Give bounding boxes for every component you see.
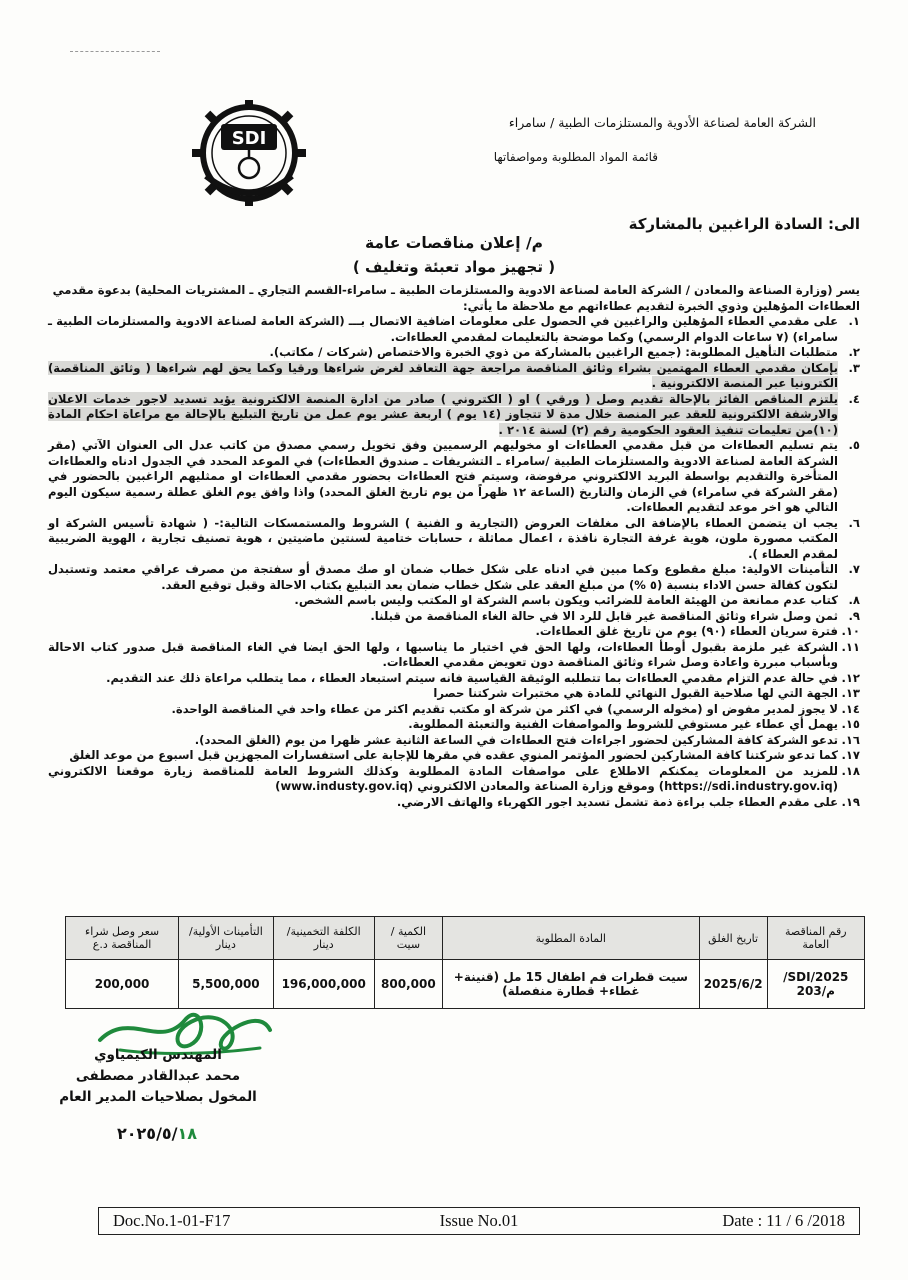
list-item-text: فترة سريان العطاء (٩٠) يوم من تاريخ غلق العطاءات. xyxy=(535,624,838,638)
list-item xyxy=(48,361,860,392)
list-item xyxy=(48,438,860,516)
list-item xyxy=(48,795,860,811)
list-item-text: على مقدمي العطاء المؤهلين والراغبين في الحصول على معلومات اضافية الاتصال بـــ (الشركة العامة لصناعة الادوية والمستلزمات الطبية ـ سامراء) (٧ ساعات الدوام الرسمي) وكما موضحة بالتعليمات لمقدمي العطاءات. xyxy=(48,314,838,344)
list-item xyxy=(48,314,860,345)
list-item-number: ٩. xyxy=(848,608,860,623)
table-cell: 5,500,000 xyxy=(179,960,274,1009)
list-item xyxy=(48,686,860,702)
intro-paragraph: يسر (وزارة الصناعة والمعادن / الشركة العامة لصناعة الادوية والمستلزمات الطبية ـ سامراء-القسم التجاري ـ المشتريات المحلية) بدعوة مقدمي العطاءات المؤهلين وذوي الخبرة لتقديم عطاءاتهم مع ملاحظة ما يأتي: xyxy=(52,283,860,313)
list-item-text: كما تدعو شركتنا كافة المشاركين لحضور المؤتمر المنوي عقده في مقرها للإجابة على استفسارات المجهزين قبل اسبوع من موعد الغلق xyxy=(69,748,838,762)
list-item-number: ١. xyxy=(848,314,860,328)
list-item-text: تدعو الشركة كافة المشاركين لحضور اجراءات فتح العطاءات في الساعة الثانية عشر ظهرا من يوم (الغلق المحدد). xyxy=(194,732,838,747)
signature-date-prefix: ٢٠٢٥/٥/ xyxy=(117,1124,178,1143)
list-item-number: ١٥. xyxy=(841,717,860,731)
list-item-text: للمزيد من المعلومات يمكنكم الاطلاع على مواصفات المادة المطلوبة وكذلك الشروط العامة للمناقصة زيارة موقعنا الالكتروني (https://sdi.industry.gov.iq) وموقع وزارة الصناعة والمعادن الالكتروني (www.industy.gov.iq) xyxy=(48,763,838,793)
list-item-number: ٧. xyxy=(848,562,860,576)
list-item-number: ٦. xyxy=(848,515,860,530)
table-cell: 196,000,000 xyxy=(273,960,374,1009)
list-item-text: كتاب عدم ممانعة من الهيئة العامة للضرائب ويكون باسم الشركة او المكتب وليس باسم الشخص. xyxy=(294,593,838,607)
list-item-text: الشركة غير ملزمة بقبول أوطأ العطاءات، ولها الحق في اختيار ما يناسبها ، ولها الحق ايضا في الغاء المناقصة قبل صدور كتاب الاحالة وبأسباب مبررة واعادة وصل شراء وثائق المناقصة دون تعويض مقدمي العطاءات. xyxy=(48,639,838,669)
list-item-number: ١٠. xyxy=(841,624,860,638)
body-content xyxy=(48,283,860,810)
signatory-role: المخول بصلاحيات المدير العام xyxy=(59,1089,257,1105)
list-item-number: ٥. xyxy=(848,438,860,452)
signature-date-day: ١٨ xyxy=(177,1124,198,1143)
list-item-number: ٤. xyxy=(848,391,860,406)
list-item-number: ١٤. xyxy=(841,701,860,716)
table-header-cell: رقم المناقصة العامة xyxy=(767,917,864,960)
announcement-title: م/ إعلان مناقصات عامة xyxy=(364,234,544,252)
signature-date xyxy=(117,1124,197,1143)
document-footer xyxy=(98,1207,860,1235)
announcement-subject: ( تجهيز مواد تعبئة وتغليف ) xyxy=(352,258,556,276)
addressee-line: الى: السادة الراغبين بالمشاركة xyxy=(628,215,860,233)
list-item-number: ١٧. xyxy=(841,748,860,762)
footer-date: Date : 11 / 6 /2018 xyxy=(722,1211,845,1230)
list-item xyxy=(48,733,860,749)
conditions-list xyxy=(48,314,860,810)
list-item xyxy=(48,717,860,733)
table-cell: 2025/6/2 xyxy=(699,960,767,1009)
signatory-name: محمد عبدالقادر مصطفى xyxy=(75,1068,241,1084)
table-header-cell: المادة المطلوبة xyxy=(442,917,699,960)
issue-number: Issue No.01 xyxy=(439,1211,519,1230)
list-item-number: ٣. xyxy=(848,360,860,375)
list-item xyxy=(48,671,860,687)
list-item xyxy=(48,702,860,718)
list-item-text: في حالة عدم التزام مقدمي العطاءات بما تتطلبه الوثيقة القياسية فانه سيتم استبعاد العطاء ، مما يتطلب مراعاة ذلك عند التقديم. xyxy=(106,670,838,685)
list-item-number: ١١. xyxy=(841,639,860,654)
list-item-number: ٨. xyxy=(848,593,860,607)
list-item-text: لا يجوز لمدير مفوض او (مخوله الرسمي) في اكثر من شركة او مكتب تقديم اكثر من عطاء واحد في المناقصة الواحدة. xyxy=(171,701,838,716)
doc-number: Doc.No.1-01-F17 xyxy=(113,1211,231,1230)
list-item xyxy=(48,593,860,609)
sdi-logo xyxy=(188,98,310,208)
list-item-text: متطلبات التأهيل المطلوبة: (جميع الراغبين بالمشاركة من ذوي الخبرة والاختصاص (شركات / مكاتب). xyxy=(269,345,838,359)
list-item xyxy=(48,562,860,593)
table-cell: 2025/SDI/م/203 xyxy=(767,960,864,1009)
list-item xyxy=(48,345,860,361)
list-item-text: ثمن وصل شراء وثائق المناقصة غير قابل للرد الا في حالة الغاء المناقصة من قبلنا. xyxy=(370,608,838,623)
table-header-cell: الكلفة التخمينية/ دينار xyxy=(273,917,374,960)
list-item-text: على مقدم العطاء جلب براءة ذمة تشمل تسديد اجور الكهرباء والهاتف الارضي. xyxy=(396,794,838,809)
list-item xyxy=(48,392,860,439)
list-item-text: يجب ان يتضمن العطاء بالإضافة الى مغلفات العروض (التجارية و الفنية ) الشروط والمستمسكات التالية:- ( شهادة تأسيس الشركة او المكتب مصورة ملون، هوية غرفة التجارة نافذة ، اعمال مماثلة ، حسابات ختامية لسنتين ماضيتين ، هوية تصنيف تجارية ، الهوية الضريبية لمقدم العطاء ). xyxy=(48,515,838,561)
list-item-number: ١٦. xyxy=(841,732,860,747)
list-item xyxy=(48,640,860,671)
logo-text: SDI xyxy=(231,128,267,149)
table-header-row xyxy=(66,917,865,960)
list-item-number: ٢. xyxy=(848,345,860,359)
table-header-cell: الكمية / سيت xyxy=(374,917,442,960)
list-item xyxy=(48,516,860,563)
list-item-number: ١٢. xyxy=(841,670,860,685)
list-item-number: ١٨. xyxy=(841,763,860,778)
signature-block xyxy=(48,1045,268,1108)
scan-mark xyxy=(70,51,160,52)
table-cell: 200,000 xyxy=(66,960,179,1009)
list-item xyxy=(48,764,860,795)
list-item xyxy=(48,609,860,625)
list-item-text: يهمل أي عطاء غير مستوفي للشروط والمواصفات الفنية والتعبئة المطلوبة. xyxy=(408,717,838,731)
document-subtitle: قائمة المواد المطلوبة ومواصفاتها xyxy=(493,150,658,164)
table-header-cell: سعر وصل شراء المناقصة د.ع xyxy=(66,917,179,960)
table-header-cell: التأمينات الأولية/ دينار xyxy=(179,917,274,960)
list-item-text: يتم تسليم العطاءات من قبل مقدمي العطاءات او مخوليهم الرسميين وفق تخويل رسمي مصدق من كاتب عدل الى العنوان الآتي (مقر الشركة العامة لصناعة الادوية والمستلزمات الطبية /سامراء ـ التشريفات ـ صندوق العطاءات) في الموعد المحدد في الجدول ادناه والعطاءات المتأخرة والتقديم بواسطة البريد الالكتروني مرفوضة، وسيتم فتح العطاءات بحضور مقدمي العطاءات او ممثليهم الراغبين بالحضور في (مقر الشركة في سامراء) في الزمان والتاريخ (الساعة ١٢ ظهراً من يوم تاريخ الغلق المحدد) واذا وافق يوم الغلق عطلة رسمية سيكون اليوم التالي هو اخر موعد لتقديم العطاءات. xyxy=(48,438,839,514)
list-item-number: ١٩. xyxy=(841,794,860,809)
table-cell: سيت قطرات فم اطفال 15 مل (قنينة+ غطاء+ قطارة منفصلة) xyxy=(442,960,699,1009)
list-item-text: بإمكان مقدمي العطاء المهتمين بشراء وثائق المناقصة مراجعة جهة التعاقد لغرض شراءها ورقيا وكما يحق لهم شراءها ( وثائق المناقصة) الكترونيا عبر المنصة الالكترونية . xyxy=(48,360,838,390)
list-item xyxy=(48,624,860,640)
list-item-text: التأمينات الاولية: مبلغ مقطوع وكما مبين في ادناه على شكل خطاب ضمان او صك مصدق أو سفتجة من مصرف عراقي معتمد وتستبدل لتكون كفالة حسن الاداء بنسبة (٥ %) من مبلغ العقد على شكل خطاب ضمان بعد التبليغ بكتاب الاحالة وقبل توقيع العقد. xyxy=(48,562,838,592)
table-cell: 800,000 xyxy=(374,960,442,1009)
table-header-cell: تاريخ الغلق xyxy=(699,917,767,960)
signatory-title: المهندس الكيمياوي xyxy=(94,1047,222,1063)
list-item-number: ١٣. xyxy=(841,686,860,700)
list-item-text: يلتزم المناقص الفائز بالإحالة تقديم وصل ( ورقي ) او ( الكتروني ) صادر من ادارة المنصة الالكترونية يؤيد تسديد لاجور خدمات الاعلان والارشفة الالكترونية للعقد عبر المنصة خلال مدة لا تتجاوز (١٤ يوم ) اربعة عشر يوم عمل من تاريخ التبليغ بالإحالة مع مراعاة احكام المادة (١٠)من تعليمات تنفيذ العقود الحكومية رقم (٢) لسنة ٢٠١٤ . xyxy=(48,391,838,437)
company-name: الشركة العامة لصناعة الأدوية والمستلزمات الطبية / سامراء xyxy=(508,115,816,130)
list-item xyxy=(48,748,860,764)
list-item-text: الجهة التي لها صلاحية القبول النهائي للمادة هي مختبرات شركتنا حصرا xyxy=(433,686,838,700)
